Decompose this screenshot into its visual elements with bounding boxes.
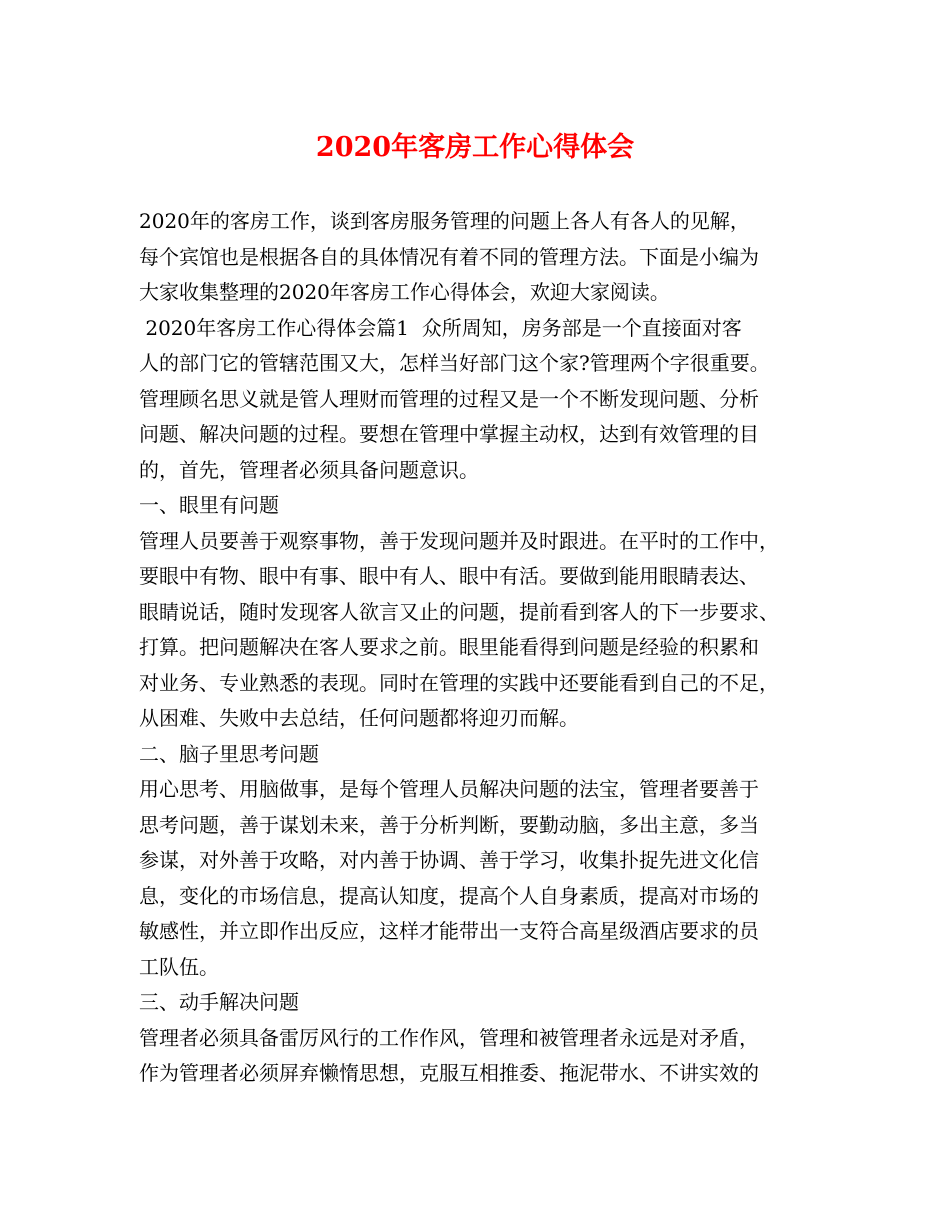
body-line: 对业务、专业熟悉的表现。同时在管理的实践中还要能看到自己的不足， xyxy=(139,670,779,695)
body-line: 思考问题，善于谋划未来，善于分析判断，要勤动脑，多出主意，多当 xyxy=(139,812,759,837)
body-line: 2020年客房工作心得体会篇1 众所周知，房务部是一个直接面对客 xyxy=(139,315,742,340)
body-line: 打算。把问题解决在客人要求之前。眼里能看得到问题是经验的积累和 xyxy=(139,635,759,659)
body-line: 人的部门它的管辖范围又大，怎样当好部门这个家?管理两个字很重要。 xyxy=(139,351,770,375)
body-line: 从困难、失败中去总结，任何问题都将迎刃而解。 xyxy=(139,706,579,730)
body-line: 参谋，对外善于攻略，对内善于协调、善于学习，收集扑捉先进文化信 xyxy=(139,848,759,872)
body-line: 作为管理者必须屏弃懒惰思想，克服互相推委、拖泥带水、不讲实效的 xyxy=(139,1061,759,1085)
body-line: 问题、解决问题的过程。要想在管理中掌握主动权，达到有效管理的目 xyxy=(139,422,759,446)
body-line: 大家收集整理的2020年客房工作心得体会，欢迎大家阅读。 xyxy=(139,280,670,304)
section-heading-3: 三、动手解决问题 xyxy=(139,990,299,1014)
body-line: 2020年的客房工作，谈到客房服务管理的问题上各人有各人的见解， xyxy=(139,209,750,233)
body-line: 管理人员要善于观察事物，善于发现问题并及时跟进。在平时的工作中， xyxy=(139,528,779,553)
body-line: 管理顾名思义就是管人理财而管理的过程又是一个不断发现问题、分析 xyxy=(139,386,759,411)
body-line: 息，变化的市场信息，提高认知度，提高个人自身素质，提高对市场的 xyxy=(139,883,759,908)
body-line: 敏感性，并立即作出反应，这样才能带出一支符合高星级酒店要求的员 xyxy=(139,919,759,943)
body-line: 工队伍。 xyxy=(139,954,219,979)
section-heading-2: 二、脑子里思考问题 xyxy=(139,741,319,766)
body-line: 用心思考、用脑做事，是每个管理人员解决问题的法宝，管理者要善于 xyxy=(139,777,759,801)
document-body xyxy=(139,204,829,1092)
body-line: 每个宾馆也是根据各自的具体情况有着不同的管理方法。下面是小编为 xyxy=(139,244,759,269)
document-title: 2020年客房工作心得体会 xyxy=(315,132,635,163)
body-line: 的，首先，管理者必须具备问题意识。 xyxy=(139,457,479,482)
body-line: 管理者必须具备雷厉风行的工作作风，管理和被管理者永远是对矛盾， xyxy=(139,1025,759,1050)
section-heading-1: 一、眼里有问题 xyxy=(139,493,279,517)
body-line: 要眼中有物、眼中有事、眼中有人、眼中有活。要做到能用眼睛表达、 xyxy=(139,564,759,588)
body-line: 眼睛说话，随时发现客人欲言又止的问题，提前看到客人的下一步要求、 xyxy=(139,599,779,624)
